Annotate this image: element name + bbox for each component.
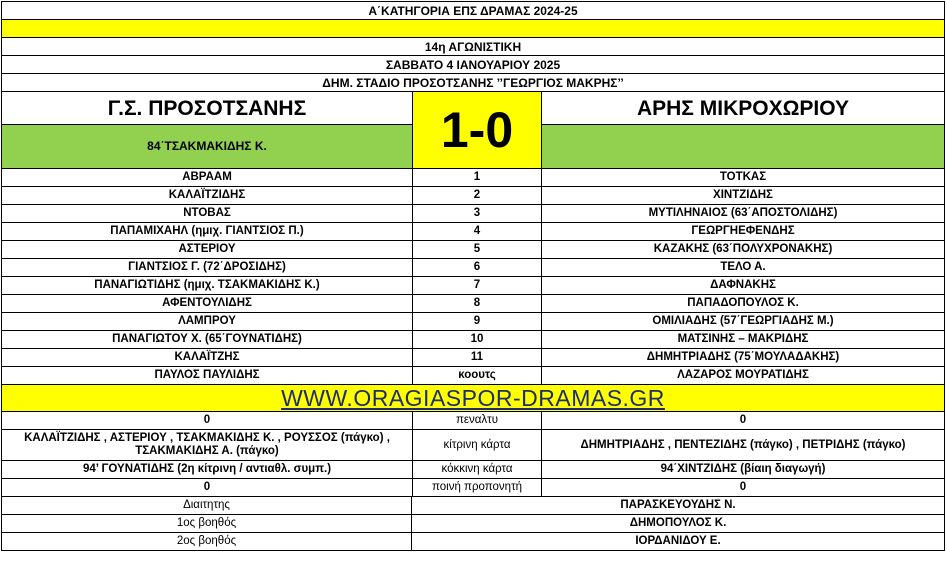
lineup-shirt-number: 10 <box>412 331 542 349</box>
official-name: ΔΗΜΟΠΟΥΛΟΣ Κ. <box>412 515 944 533</box>
stat-home-value: 0 <box>2 479 412 497</box>
lineup-home-player: ΚΑΛΑΪΤΖΙΔΗΣ <box>2 187 412 205</box>
lineup-home-player: ΠΑΝΑΓΙΩΤΟΥ Χ. (65΄ΓΟΥΝΑΤΙΔΗΣ) <box>2 331 412 349</box>
lineup-away-player: ΠΑΠΑΔΟΠΟΥΛΟΣ Κ. <box>542 295 944 313</box>
stat-away-value: ΔΗΜΗΤΡΙΑΔΗΣ , ΠΕΝΤΕΖΙΔΗΣ (πάγκο) , ΠΕΤΡΙΔΗΣ (πάγκο) <box>542 430 944 461</box>
home-team-label: Γ.Σ. ΠΡΟΣΟΤΣΑΝΗΣ <box>107 96 307 120</box>
date-text: ΣΑΒΒΑΤΟ 4 ΙΑΝΟΥΑΡΙΟΥ 2025 <box>385 57 561 72</box>
stat-home-value: 94’ ΓΟΥΝΑΤΙΔΗΣ (2η κίτρινη / αντιαθλ. συμπ.) <box>2 461 412 479</box>
lineup-shirt-number: 1 <box>412 169 542 187</box>
stat-away-value: 0 <box>542 479 944 497</box>
score-text: 1-0 <box>440 101 514 158</box>
away-team-label: ΑΡΗΣ ΜΙΚΡΟΧΩΡΙΟΥ <box>636 96 850 120</box>
lineup-away-player: ΧΙΝΤΖΙΔΗΣ <box>542 187 944 205</box>
stat-label: πεναλτυ <box>412 412 542 430</box>
lineup-shirt-number: 9 <box>412 313 542 331</box>
official-role: 2ος βοηθός <box>2 533 412 551</box>
lineup-home-player: ΝΤΟΒΑΣ <box>2 205 412 223</box>
lineup-home-player: ΑΣΤΕΡΙΟΥ <box>2 241 412 259</box>
stat-away-value: 94΄ΧΙΝΤΖΙΔΗΣ (βίαιη διαγωγή) <box>542 461 944 479</box>
lineup-home-player: ΠΑΠΑΜΙΧΑΗΛ (ημιχ. ΓΙΑΝΤΣΙΟΣ Π.) <box>2 223 412 241</box>
stat-label: ποινή προπονητή <box>412 479 542 497</box>
lineup-home-player: ΠΑΥΛΟΣ ΠΑΥΛΙΔΗΣ <box>2 367 412 385</box>
lineup-away-player: ΟΜΙΛΙΑΔΗΣ (57΄ΓΕΩΡΓΙΑΔΗΣ Μ.) <box>542 313 944 331</box>
away-scorers <box>542 125 944 169</box>
yellow-spacer-row <box>2 20 944 38</box>
venue-text: ΔΗΜ. ΣΤΑΔΙΟ ΠΡΟΣΟΤΣΑΝΗΣ ’’ΓΕΩΡΓΙΟΣ ΜΑΚΡΗΣ’’ <box>322 75 624 90</box>
official-name: ΠΑΡΑΣΚΕΥΟΥΔΗΣ Ν. <box>412 497 944 515</box>
lineup-away-player: ΤΟΤΚΑΣ <box>542 169 944 187</box>
lineup-shirt-number: 4 <box>412 223 542 241</box>
stat-home-value: ΚΑΛΑΪΤΖΙΔΗΣ , ΑΣΤΕΡΙΟΥ , ΤΣΑΚΜΑΚΙΔΗΣ Κ. , ΡΟΥΣΣΟΣ (πάγκο) , ΤΣΑΚΜΑΚΙΔΗΣ Α. (πάγκο) <box>2 430 412 461</box>
lineup-away-player: ΛΑΖΑΡΟΣ ΜΟΥΡΑΤΙΔΗΣ <box>542 367 944 385</box>
competition-text: Α΄ΚΑΤΗΓΟΡΙΑ ΕΠΣ ΔΡΑΜΑΣ 2024-25 <box>368 3 578 18</box>
website-banner[interactable] <box>2 385 944 412</box>
stat-label: κίτρινη κάρτα <box>412 430 542 461</box>
stat-away-value: 0 <box>542 412 944 430</box>
stat-label: κόκκινη κάρτα <box>412 461 542 479</box>
venue-row <box>2 74 944 92</box>
lineup-shirt-number: 3 <box>412 205 542 223</box>
lineup-home-player: ΠΑΝΑΓΙΩΤΙΔΗΣ (ημιχ. ΤΣΑΚΜΑΚΙΔΗΣ Κ.) <box>2 277 412 295</box>
lineup-home-player: ΛΑΜΠΡΟΥ <box>2 313 412 331</box>
lineup-home-player: ΑΒΡΑΑΜ <box>2 169 412 187</box>
stat-home-value: 0 <box>2 412 412 430</box>
lineup-shirt-number: 6 <box>412 259 542 277</box>
lineup-shirt-number: 11 <box>412 349 542 367</box>
matchday-row <box>2 38 944 56</box>
lineup-away-player: ΜΥΤΙΛΗΝΑΙΟΣ (63΄ΑΠΟΣΤΟΛΙΔΗΣ) <box>542 205 944 223</box>
home-scorers <box>2 125 412 169</box>
matchday-text: 14η ΑΓΩΝΙΣΤΙΚΗ <box>424 39 522 54</box>
lineup-away-player: ΚΑΖΑΚΗΣ (63΄ΠΟΛΥΧΡΟΝΑΚΗΣ) <box>542 241 944 259</box>
lineup-shirt-number: 7 <box>412 277 542 295</box>
date-row <box>2 56 944 74</box>
lineup-home-player: ΚΑΛΑΪΤΖΗΣ <box>2 349 412 367</box>
lineup-home-player: ΑΦΕΝΤΟΥΛΙΔΗΣ <box>2 295 412 313</box>
official-role: Διαιτητης <box>2 497 412 515</box>
website-link[interactable]: WWW.ORAGIASPOR-DRAMAS.GR <box>281 384 665 411</box>
home-scorers-text: 84΄ΤΣΑΚΜΑΚΙΔΗΣ Κ. <box>147 139 267 153</box>
lineup-home-player: ΓΙΑΝΤΣΙΟΣ Γ. (72΄ΔΡΟΣΙΔΗΣ) <box>2 259 412 277</box>
away-team-name <box>542 92 944 125</box>
lineup-away-player: ΔΑΦΝΑΚΗΣ <box>542 277 944 295</box>
lineup-away-player: ΜΑΤΣΙΝΗΣ – ΜΑΚΡΙΔΗΣ <box>542 331 944 349</box>
lineup-shirt-number: 5 <box>412 241 542 259</box>
official-name: ΙΟΡΔΑΝΙΔΟΥ Ε. <box>412 533 944 551</box>
lineup-shirt-number: 8 <box>412 295 542 313</box>
lineup-shirt-number: κοουτς <box>412 367 542 385</box>
lineup-away-player: ΤΕΛΟ Α. <box>542 259 944 277</box>
home-team-name <box>2 92 412 125</box>
final-score <box>412 92 542 169</box>
official-role: 1ος βοηθός <box>2 515 412 533</box>
lineup-shirt-number: 2 <box>412 187 542 205</box>
match-report-sheet <box>1 1 945 551</box>
lineup-away-player: ΓΕΩΡΓΗΕΦΕΝΔΗΣ <box>542 223 944 241</box>
lineup-away-player: ΔΗΜΗΤΡΙΑΔΗΣ (75΄ΜΟΥΛΑΔΑΚΗΣ) <box>542 349 944 367</box>
competition-title <box>2 2 944 20</box>
